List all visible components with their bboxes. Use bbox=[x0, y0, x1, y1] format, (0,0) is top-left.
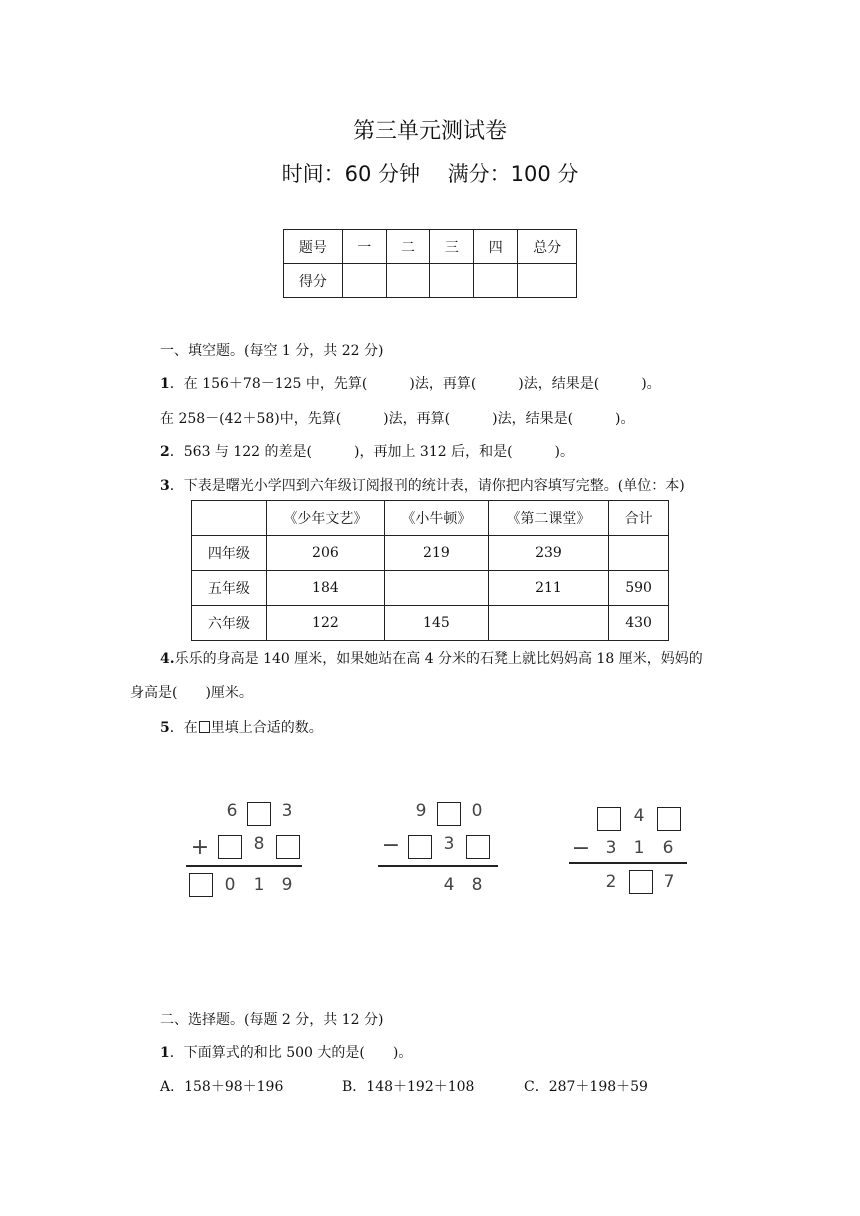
score-table-cell: 总分 bbox=[518, 230, 577, 264]
sum-line bbox=[186, 865, 302, 867]
score-table-row bbox=[284, 230, 577, 264]
digit: 3 bbox=[443, 834, 455, 854]
section-1-heading: 一、填空题。(每空 1 分，共 22 分) bbox=[160, 343, 384, 359]
table-header-cell bbox=[192, 501, 267, 536]
page-title: 第三单元测试卷 bbox=[352, 119, 507, 144]
arithmetic-puzzle-2 bbox=[375, 795, 505, 905]
table-cell: 239 bbox=[488, 536, 608, 571]
section-2-heading: 二、选择题。(每题 2 分，共 12 分) bbox=[160, 1012, 384, 1028]
table-row bbox=[192, 606, 669, 641]
arithmetic-puzzle-1 bbox=[180, 795, 310, 905]
section-2-question-1 bbox=[160, 1042, 412, 1062]
answer-box[interactable] bbox=[597, 807, 621, 831]
difference-line bbox=[378, 865, 498, 867]
digit: 3 bbox=[281, 801, 293, 821]
question-text: ．563 与 122 的差是( )，再加上 312 后，和是( )。 bbox=[169, 444, 575, 460]
table-cell: 五年级 bbox=[192, 571, 267, 606]
table-row bbox=[192, 571, 669, 606]
table-cell: 六年级 bbox=[192, 606, 267, 641]
question-3 bbox=[160, 475, 685, 495]
answer-box[interactable] bbox=[437, 802, 461, 826]
question-4-line-1 bbox=[160, 648, 703, 668]
question-text: ．在 156＋78－125 中，先算( )法，再算( )法，结果是( )。 bbox=[169, 376, 661, 392]
digit: 9 bbox=[281, 875, 293, 895]
minus-sign: − bbox=[381, 833, 401, 858]
score-input-cell[interactable] bbox=[430, 264, 474, 298]
subscription-table bbox=[191, 500, 669, 641]
score-input-cell[interactable] bbox=[518, 264, 577, 298]
table-blank-cell[interactable] bbox=[609, 536, 669, 571]
digit: 8 bbox=[253, 834, 265, 854]
answer-box[interactable] bbox=[247, 802, 271, 826]
question-1-line-1 bbox=[160, 373, 661, 393]
table-cell: 四年级 bbox=[192, 536, 267, 571]
score-input-cell[interactable] bbox=[386, 264, 430, 298]
score-table-cell: 题号 bbox=[284, 230, 343, 264]
score-input-cell[interactable] bbox=[474, 264, 518, 298]
table-cell: 145 bbox=[385, 606, 489, 641]
table-cell: 184 bbox=[266, 571, 384, 606]
score-table-row bbox=[284, 264, 577, 298]
digit: 0 bbox=[471, 801, 483, 821]
table-header-cell: 合计 bbox=[609, 501, 669, 536]
table-cell: 211 bbox=[488, 571, 608, 606]
table-cell: 219 bbox=[385, 536, 489, 571]
question-text: ．下表是曙光小学四到六年级订阅报刊的统计表，请你把内容填写完整。(单位：本) bbox=[169, 478, 685, 494]
score-table-cell: 得分 bbox=[284, 264, 343, 298]
score-table bbox=[283, 229, 577, 298]
plus-sign: + bbox=[190, 835, 210, 860]
question-number: 1 bbox=[160, 376, 170, 392]
answer-box[interactable] bbox=[276, 835, 300, 859]
table-blank-cell[interactable] bbox=[385, 571, 489, 606]
score-table-cell: 一 bbox=[342, 230, 386, 264]
table-cell: 122 bbox=[266, 606, 384, 641]
option-c[interactable]: C．287＋198＋59 bbox=[524, 1079, 648, 1095]
digit: 8 bbox=[471, 875, 483, 895]
arithmetic-puzzle-3 bbox=[565, 800, 695, 910]
score-input-cell[interactable] bbox=[342, 264, 386, 298]
question-number: 5 bbox=[160, 720, 170, 736]
question-number: 1 bbox=[160, 1045, 170, 1061]
answer-box[interactable] bbox=[466, 835, 490, 859]
answer-box[interactable] bbox=[657, 807, 681, 831]
answer-box[interactable] bbox=[629, 870, 653, 894]
question-number: 3 bbox=[160, 478, 170, 494]
table-header-cell: 《小牛顿》 bbox=[385, 501, 489, 536]
digit: 6 bbox=[662, 838, 674, 858]
digit: 9 bbox=[415, 801, 427, 821]
digit: 1 bbox=[633, 838, 645, 858]
minus-sign: − bbox=[571, 836, 591, 861]
digit: 6 bbox=[226, 801, 238, 821]
table-header-cell: 《少年文艺》 bbox=[266, 501, 384, 536]
question-text: 乐乐的身高是 140 厘米，如果她站在高 4 分米的石凳上就比妈妈高 18 厘米，妈妈的 bbox=[174, 651, 703, 667]
question-1-line-2: 在 258－(42＋58)中，先算( )法，再算( )法，结果是( )。 bbox=[160, 411, 635, 427]
option-b[interactable]: B．148＋192＋108 bbox=[342, 1079, 475, 1095]
table-blank-cell[interactable] bbox=[488, 606, 608, 641]
answer-box[interactable] bbox=[408, 835, 432, 859]
question-4-line-2: 身高是( )厘米。 bbox=[130, 685, 253, 701]
question-text: ．下面算式的和比 500 大的是( )。 bbox=[169, 1045, 413, 1061]
table-cell: 430 bbox=[609, 606, 669, 641]
blank-box-icon bbox=[199, 721, 210, 733]
table-header-row bbox=[192, 501, 669, 536]
table-header-cell: 《第二课堂》 bbox=[488, 501, 608, 536]
question-number: 2 bbox=[160, 444, 170, 460]
question-number: 4. bbox=[160, 651, 175, 667]
answer-box[interactable] bbox=[189, 873, 213, 897]
answer-box[interactable] bbox=[218, 835, 242, 859]
score-table-cell: 三 bbox=[430, 230, 474, 264]
option-a[interactable]: A．158＋98＋196 bbox=[160, 1079, 284, 1095]
score-table-cell: 四 bbox=[474, 230, 518, 264]
question-5 bbox=[160, 717, 323, 737]
question-text: 里填上合适的数。 bbox=[210, 720, 323, 736]
question-2 bbox=[160, 441, 574, 461]
digit: 3 bbox=[605, 838, 617, 858]
page-subtitle: 时间：60 分钟 满分：100 分 bbox=[281, 162, 579, 186]
digit: 1 bbox=[253, 875, 265, 895]
digit: 2 bbox=[605, 872, 617, 892]
digit: 4 bbox=[443, 875, 455, 895]
question-text: ．在 bbox=[169, 720, 198, 736]
digit: 4 bbox=[633, 806, 645, 826]
digit: 7 bbox=[663, 872, 675, 892]
table-cell: 206 bbox=[266, 536, 384, 571]
table-row bbox=[192, 536, 669, 571]
score-table-cell: 二 bbox=[386, 230, 430, 264]
table-cell: 590 bbox=[609, 571, 669, 606]
difference-line bbox=[569, 862, 687, 864]
digit: 0 bbox=[224, 875, 236, 895]
